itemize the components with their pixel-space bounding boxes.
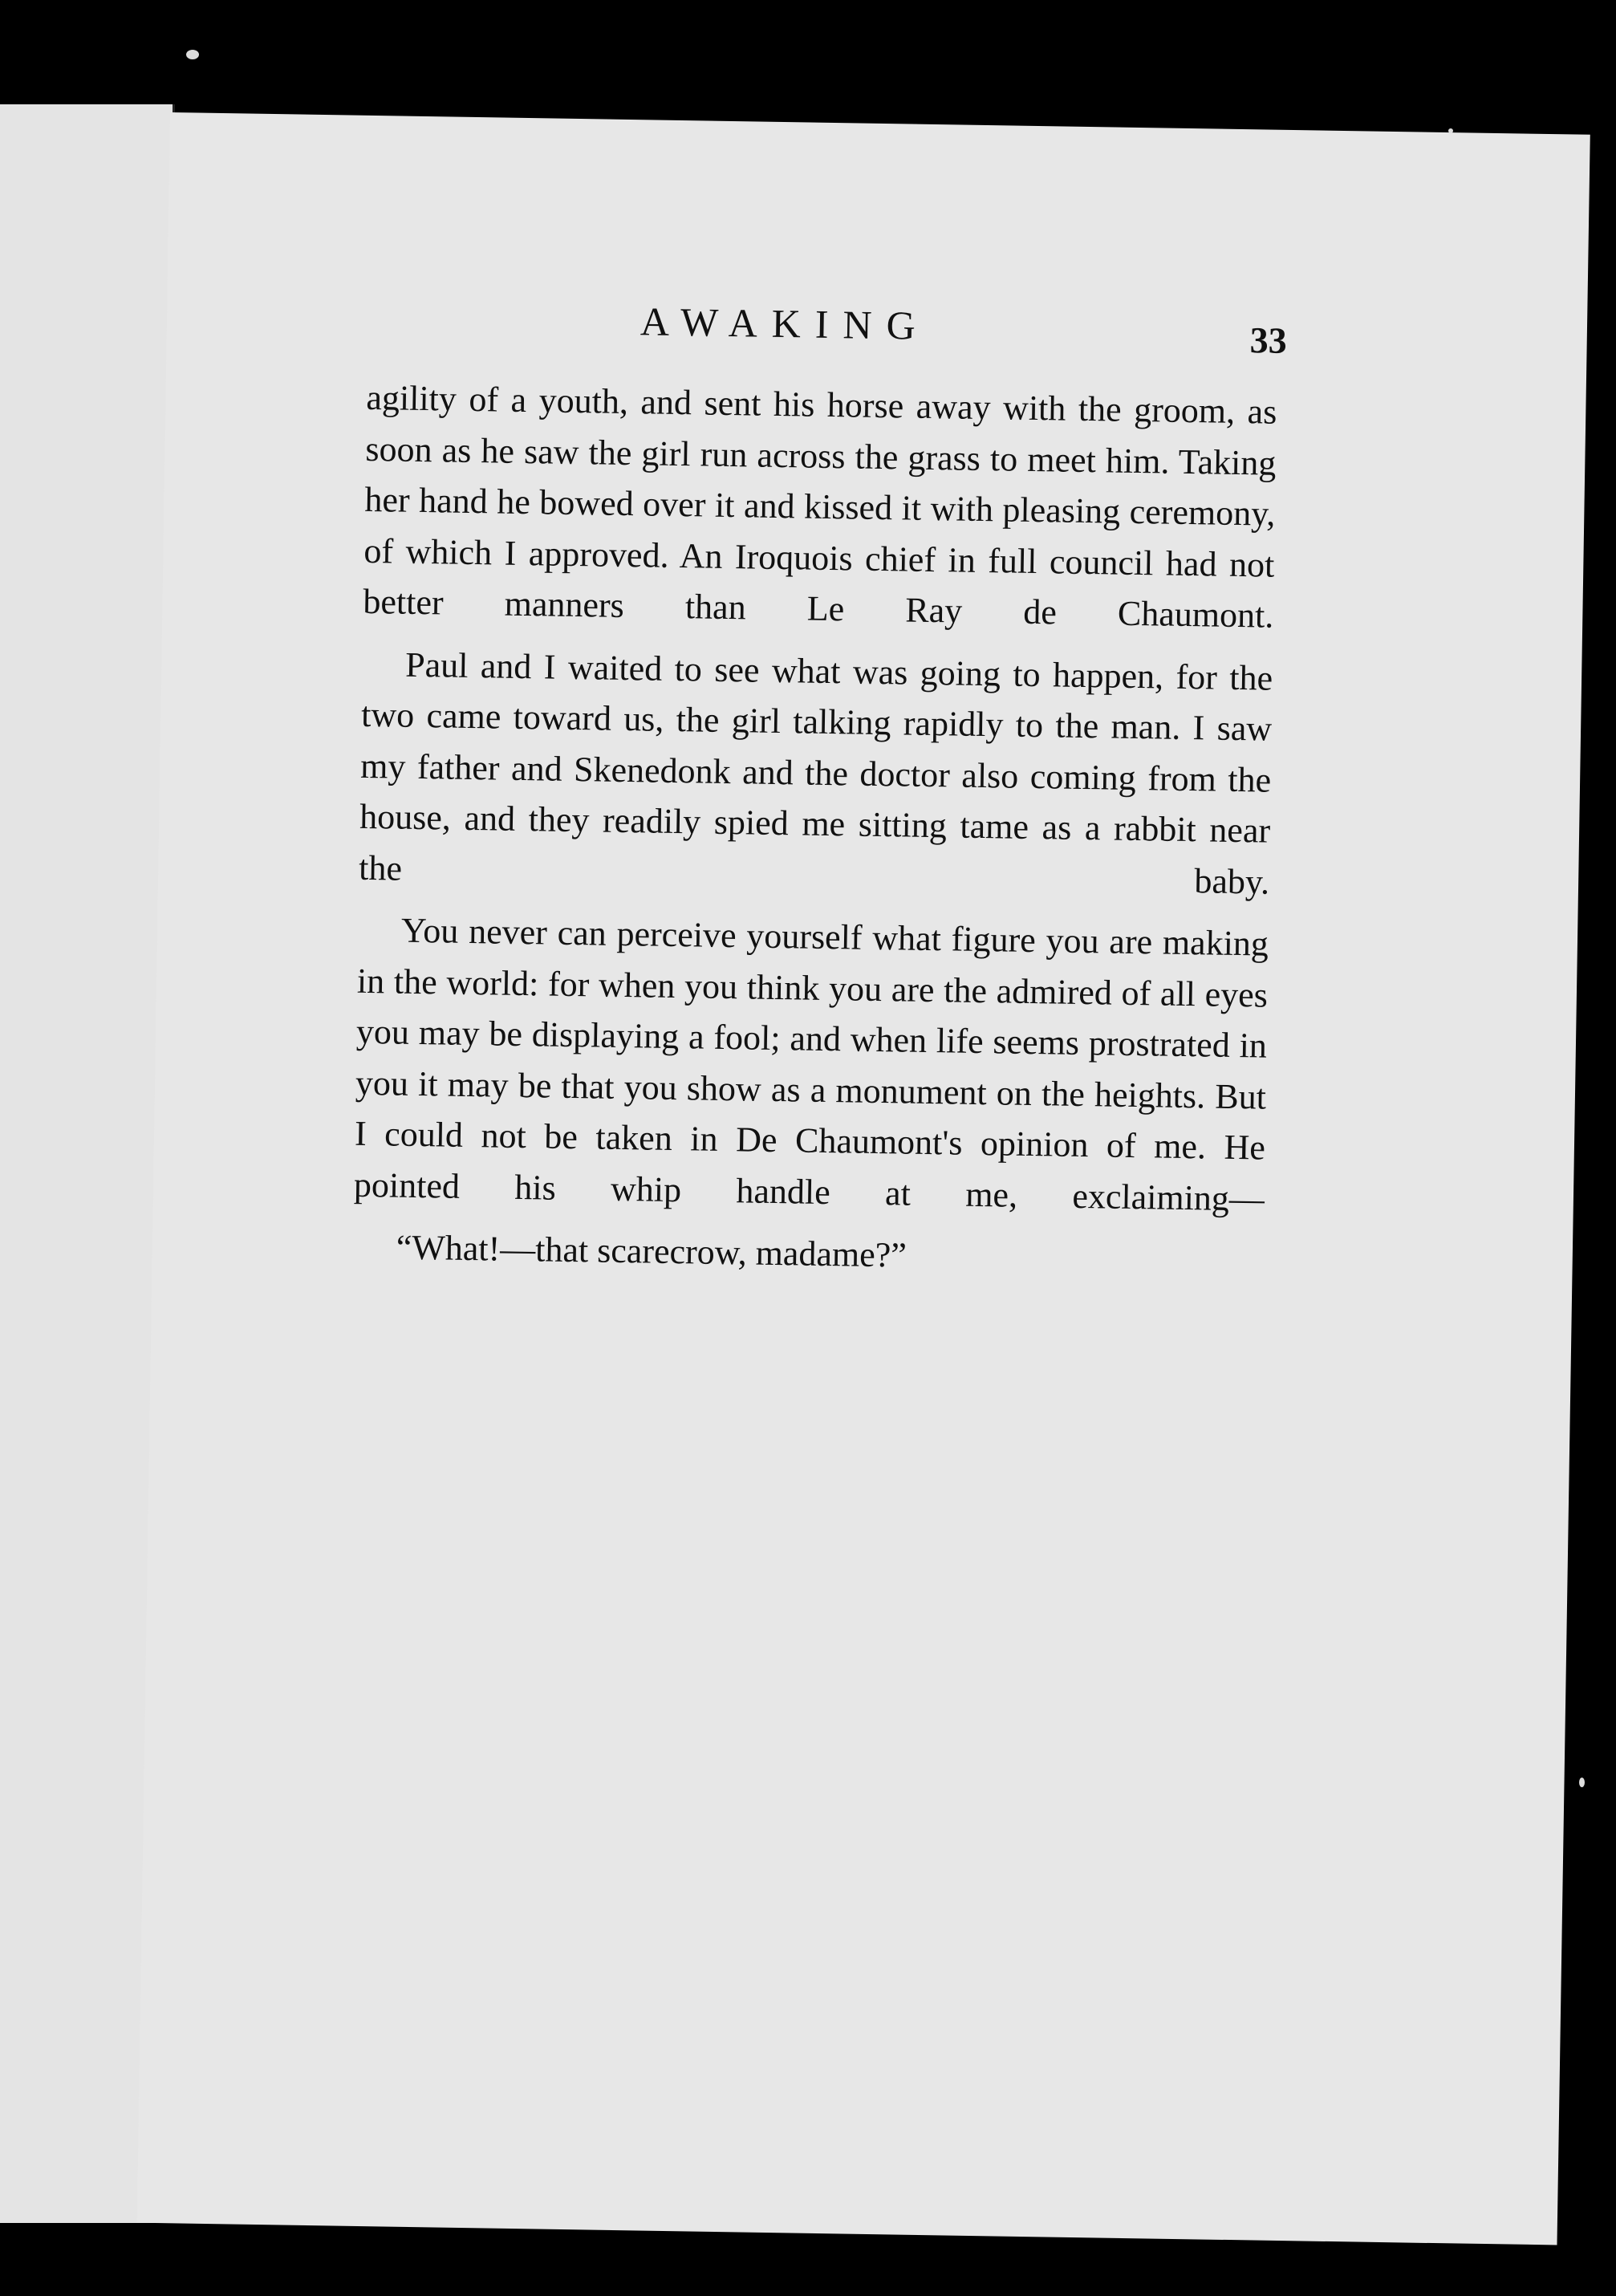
paragraph: “What!—that scarecrow, madame?” xyxy=(396,1227,907,1275)
scan-speck xyxy=(1579,1778,1585,1787)
scan-speck xyxy=(1448,128,1453,133)
page-number: 33 xyxy=(1249,319,1288,361)
paragraph: agility of a youth, and sent his horse away with the groom, as soon as he saw the girl run across the grass to meet him. Taking her hand he bowed over it and kissed it with pleasing ceremony, of which I approved. An Iroquois chief in full council had not better manners than Le Ray de Chaumont. xyxy=(363,377,1277,636)
scan-speck xyxy=(186,50,199,59)
paragraph: Paul and I waited to see what was going to happen, for the two came toward us, the girl talking rapidly to the man. I saw my father and Skenedonk and the doctor also coming from the house, and they readily spied me sitting tame as a rabbit near the baby. xyxy=(358,644,1273,902)
body-text xyxy=(352,372,1277,1298)
running-head: AWAKING xyxy=(639,299,931,348)
paragraph: You never can perceive yourself what figure you are making in the world: for when you think you are the admired of all eyes you may be displaying a fool; and when life seems prostrated in you it may be that you show as a monument on the heights. But I could not be taken in De Chaumont's opinion of me. He pointed his whip handle at me, exclaiming— xyxy=(353,910,1269,1219)
book-page xyxy=(137,112,1590,2245)
